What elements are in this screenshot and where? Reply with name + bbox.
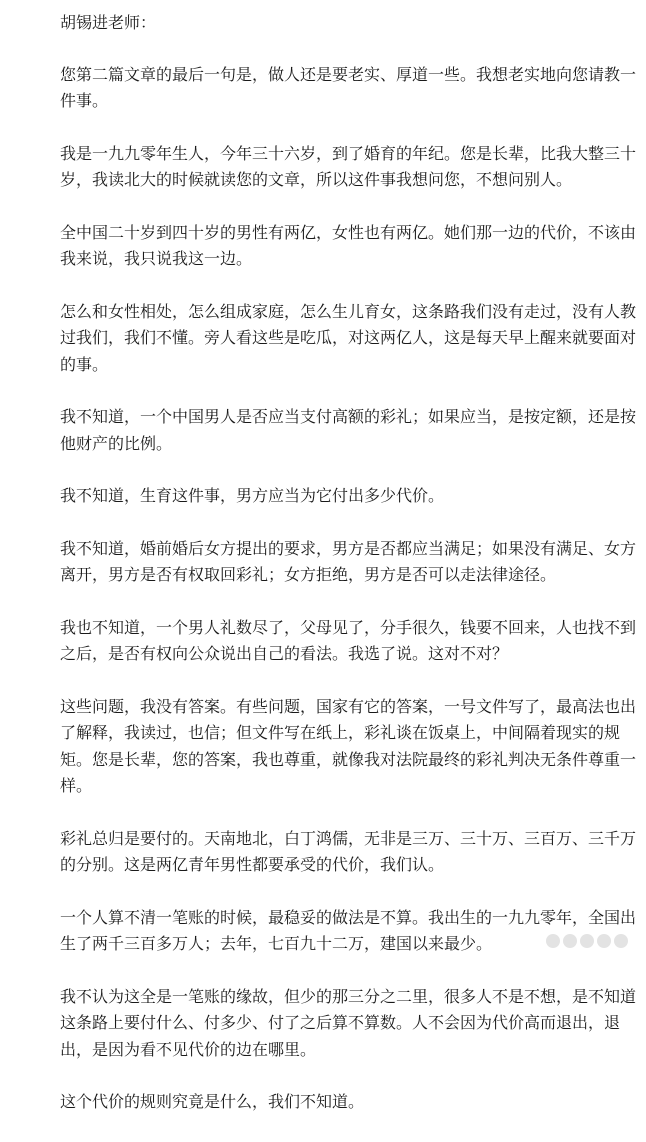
paragraph-7: 我不知道，婚前婚后女方提出的要求，男方是否都应当满足；如果没有满足、女方离开，男方是否有权取回彩礼；女方拒绝，男方是否可以走法律途径。 [60,538,637,584]
dot-1 [546,934,560,948]
paragraph-5: 我不知道，一个中国男人是否应当支付高额的彩礼；如果应当，是按定额，还是按他财产的比例。 [60,407,637,453]
paragraph-9: 这些问题，我没有答案。有些问题，国家有它的答案，一号文件写了，最高法也出了解释，我读过，也信；但文件写在纸上，彩礼谈在饭桌上，中间隔着现实的规矩。您是长辈，您的答案，我也尊重，就像我对法院最终的彩礼判决无条件尊重一样。 [60,696,637,795]
letter-body [60,10,640,1142]
paragraph-11: 一个人算不清一笔账的时候，最稳妥的做法是不算。我出生的一九九零年，全国出生了两千三百多万人；去年，七百九十二万，建国以来最少。 [60,907,637,953]
dot-4 [597,934,611,948]
paragraph-10: 彩礼总归是要付的。天南地北，白丁鸿儒，无非是三万、三十万、三百万、三千万的分别。这是两亿青年男性都要承受的代价，我们认。 [60,828,637,874]
paragraph-3: 全中国二十岁到四十岁的男性有两亿，女性也有两亿。她们那一边的代价，不该由我来说，我只说我这一边。 [60,222,637,268]
paragraph-1: 您第二篇文章的最后一句是，做人还是要老实、厚道一些。我想老实地向您请教一件事。 [60,64,637,110]
paragraph-13: 这个代价的规则究竟是什么，我们不知道。 [60,1092,365,1111]
dot-5 [614,934,628,948]
paragraph-4: 怎么和女性相处，怎么组成家庭，怎么生儿育女，这条路我们没有走过，没有人教过我们，我们不懂。旁人看这些是吃瓜，对这两亿人，这是每天早上醒来就要面对的事。 [60,301,637,374]
paragraph-12: 我不认为这全是一笔账的缘故，但少的那三分之二里，很多人不是不想，是不知道这条路上要付什么、付多少、付了之后算不算数。人不会因为代价高而退出，退出，是因为看不见代价的边在哪里。 [60,986,637,1059]
paragraph-2: 我是一九九零年生人，今年三十六岁，到了婚育的年纪。您是长辈，比我大整三十岁，我读北大的时候就读您的文章，所以这件事我想问您，不想问别人。 [60,143,637,189]
more-dots-icon[interactable] [546,934,628,948]
dot-3 [580,934,594,948]
dot-2 [563,934,577,948]
paragraph-6: 我不知道，生育这件事，男方应当为它付出多少代价。 [60,486,445,505]
paragraph-8: 我也不知道，一个男人礼数尽了，父母见了，分手很久，钱要不回来，人也找不到之后，是否有权向公众说出自己的看法。我选了说。这对不对？ [60,617,637,663]
salutation: 胡锡进老师： [60,13,157,32]
